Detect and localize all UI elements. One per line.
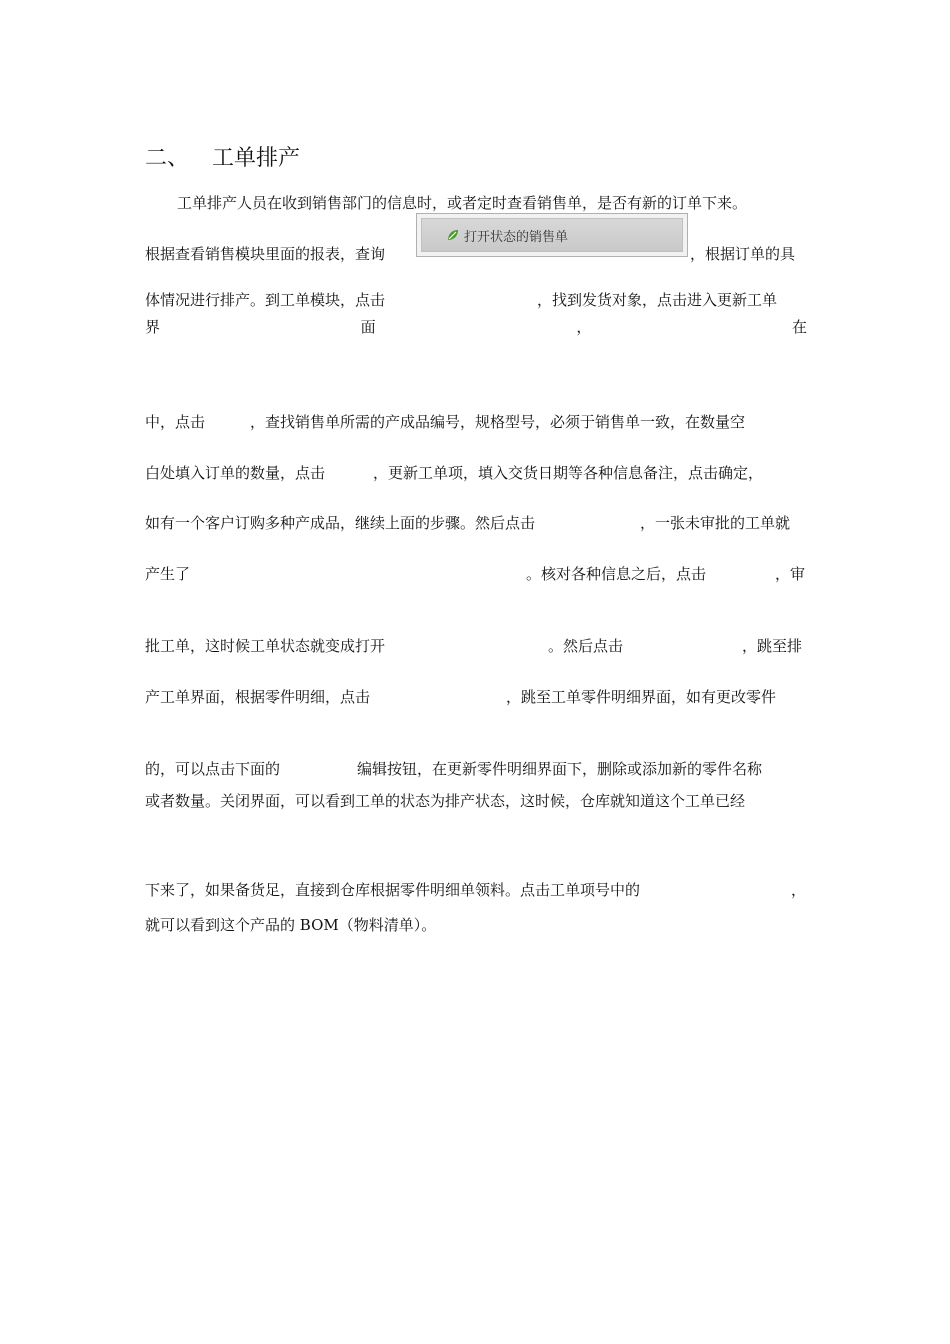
text-run: 如有一个客户订购多种产成品，继续上面的步骤。然后点击	[145, 514, 536, 532]
text-run: 产生了	[145, 565, 191, 583]
text-run: ，查找销售单所需的产成品编号，规格型号，必须于销售单一致，在数量空	[250, 413, 746, 431]
text-run: ，	[576, 318, 592, 336]
text-run: 批工单，这时候工单状态就变成打开	[145, 637, 386, 655]
text-run: ，跳至工单零件明细界面，如有更改零件	[506, 688, 777, 706]
text-run: 面	[360, 318, 376, 336]
text-run: 就可以看到这个产品的 BOM（物料清单）。	[145, 916, 437, 934]
text-run: ，	[791, 881, 807, 899]
leaf-icon	[446, 228, 460, 242]
text-run: 编辑按钮，在更新零件明细界面下，删除或添加新的零件名称	[357, 760, 763, 778]
text-run: 界	[145, 318, 161, 336]
text-run: ，跳至排	[742, 637, 803, 655]
text-run: 体情况进行排产。到工单模块，点击	[145, 291, 386, 309]
text-run: 下来了，如果备货足，直接到仓库根据零件明细单领料。点击工单项号中的	[145, 881, 641, 899]
text-run: ，根据订单的具	[690, 245, 796, 263]
text-run: 的，可以点击下面的	[145, 760, 281, 778]
text-run: ，一张未审批的工单就	[640, 514, 791, 532]
section-title: 工单排产	[212, 146, 301, 171]
text-run: ，更新工单项，填入交货日期等各种信息备注，点击确定，	[373, 464, 764, 482]
text-run: 在	[791, 318, 807, 336]
open-sales-orders-button[interactable]	[416, 213, 688, 257]
text-run: 工单排产人员在收到销售部门的信息时，或者定时查看销售单，是否有新的订单下来。	[177, 194, 748, 212]
text-run: ，审	[775, 565, 806, 583]
section-heading	[145, 145, 300, 173]
paragraph-line-4	[145, 317, 807, 337]
text-run: ，找到发货对象，点击进入更新工单	[537, 291, 778, 309]
section-number: 二、	[145, 146, 190, 171]
text-run: 产工单界面，根据零件明细，点击	[145, 688, 371, 706]
text-run: 白处填入订单的数量，点击	[145, 464, 326, 482]
open-sales-orders-button-face	[421, 218, 683, 252]
text-run: 。核对各种信息之后，点击	[526, 565, 707, 583]
text-run: 根据查看销售模块里面的报表，查询	[145, 245, 386, 263]
text-run: 或者数量。关闭界面，可以看到工单的状态为排产状态，这时候，仓库就知道这个工单已经	[145, 792, 746, 810]
open-sales-orders-label: 打开状态的销售单	[464, 229, 569, 245]
text-run: 中，点击	[145, 413, 206, 431]
text-run: 。然后点击	[548, 637, 624, 655]
